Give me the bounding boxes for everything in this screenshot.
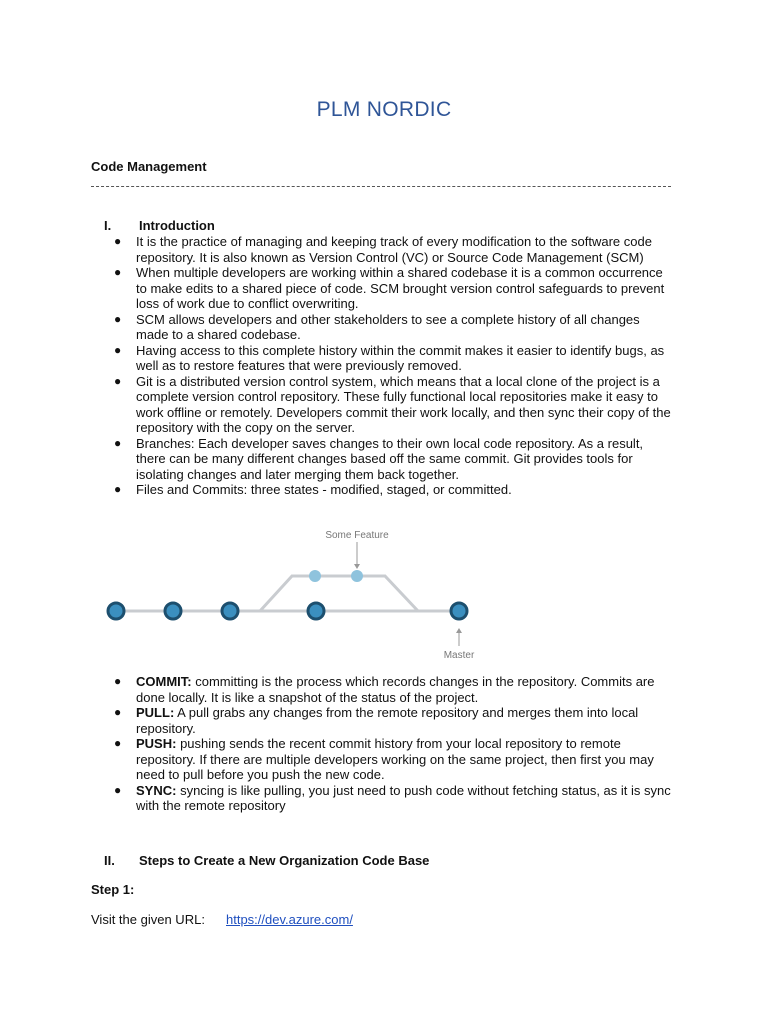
bullet-icon: ● xyxy=(114,435,122,450)
dashed-divider xyxy=(91,186,671,187)
visit-url-label: Visit the given URL: xyxy=(91,912,205,927)
bullet-icon: ● xyxy=(114,234,122,248)
section-1-numeral: I. xyxy=(104,218,112,233)
list-item: ● Having access to this complete history within the commit makes it easier to identify bugs, as well as to restore features that were previously removed. xyxy=(114,342,665,373)
section-1-title: Introduction xyxy=(139,218,215,233)
bullet-icon: ● xyxy=(114,782,122,797)
git-branch-diagram xyxy=(100,524,480,664)
bullet-icon: ● xyxy=(114,674,122,688)
feature-label: Some Feature xyxy=(325,530,389,541)
master-commit-node xyxy=(165,603,181,619)
feature-branch-line xyxy=(260,576,418,611)
azure-devops-link[interactable]: https://dev.azure.com/ xyxy=(226,912,353,927)
list-item: ● It is the practice of managing and keeping track of every modification to the software code repository. It is also known as Version Control (VC) or Source Code Management (SCM) xyxy=(114,234,652,265)
page-title: PLM NORDIC xyxy=(316,98,452,121)
bullet-icon: ● xyxy=(114,736,122,750)
bullet-icon: ● xyxy=(114,311,122,326)
feature-arrowhead-icon xyxy=(354,564,360,569)
section-1-heading xyxy=(104,218,215,233)
list-item: ● PUSH: pushing sends the recent commit history from your local repository to remote repository. If there are multiple developers working on the same project, then first you may need to pull before you push the new code. xyxy=(114,736,654,782)
bullet-icon: ● xyxy=(114,705,122,719)
bullet-icon: ● xyxy=(114,342,122,357)
master-commit-node xyxy=(451,603,467,619)
step-1-label: Step 1: xyxy=(91,882,135,897)
master-label: Master xyxy=(443,650,475,661)
list-item: ● Files and Commits: three states - modified, staged, or committed. xyxy=(114,482,512,497)
list-item: ● PULL: A pull grabs any changes from the remote repository and merges them into local repository. xyxy=(114,705,639,736)
master-commit-node xyxy=(308,603,324,619)
bullet-icon: ● xyxy=(114,373,122,388)
list-item: ● Git is a distributed version control system, which means that a local clone of the project is a complete version control repository. These fully functional local repositories make it easy to work offline or remotely. Developers commit their work locally, and then sync their copy of the repository with the copy on the server. xyxy=(114,373,671,435)
bullet-icon: ● xyxy=(114,482,122,496)
intro-bullet-list xyxy=(112,234,672,498)
section-2-title: Steps to Create a New Organization Code Base xyxy=(139,853,430,868)
feature-commit-node xyxy=(309,570,321,582)
document-subtitle: Code Management xyxy=(91,159,207,174)
section-2-heading xyxy=(104,853,429,868)
list-item: ● COMMIT: committing is the process which records changes in the repository. Commits are done locally. It is like a snapshot of the status of the project. xyxy=(114,674,655,705)
git-terms-list xyxy=(112,674,672,814)
list-item: ● When multiple developers are working within a shared codebase it is a common occurrence to make edits to a shared piece of code. SCM brought version control safeguards to prevent loss of work due to conflict overwriting. xyxy=(114,265,665,311)
feature-commit-node xyxy=(351,570,363,582)
master-commit-node xyxy=(222,603,238,619)
list-item: ● SYNC: syncing is like pulling, you just need to push code without fetching status, as it is sync with the remote repository xyxy=(114,782,671,813)
master-commit-node xyxy=(108,603,124,619)
bullet-icon: ● xyxy=(114,265,122,279)
section-2-numeral: II. xyxy=(104,853,115,868)
list-item: ● Branches: Each developer saves changes to their own local code repository. As a result, there can be many different changes based off the same commit. Git provides tools for isolating changes and later merging them back together. xyxy=(114,435,644,482)
list-item: ● SCM allows developers and other stakeholders to see a complete history of all changes made to a shared codebase. xyxy=(114,311,640,342)
visit-url-line xyxy=(91,912,353,927)
